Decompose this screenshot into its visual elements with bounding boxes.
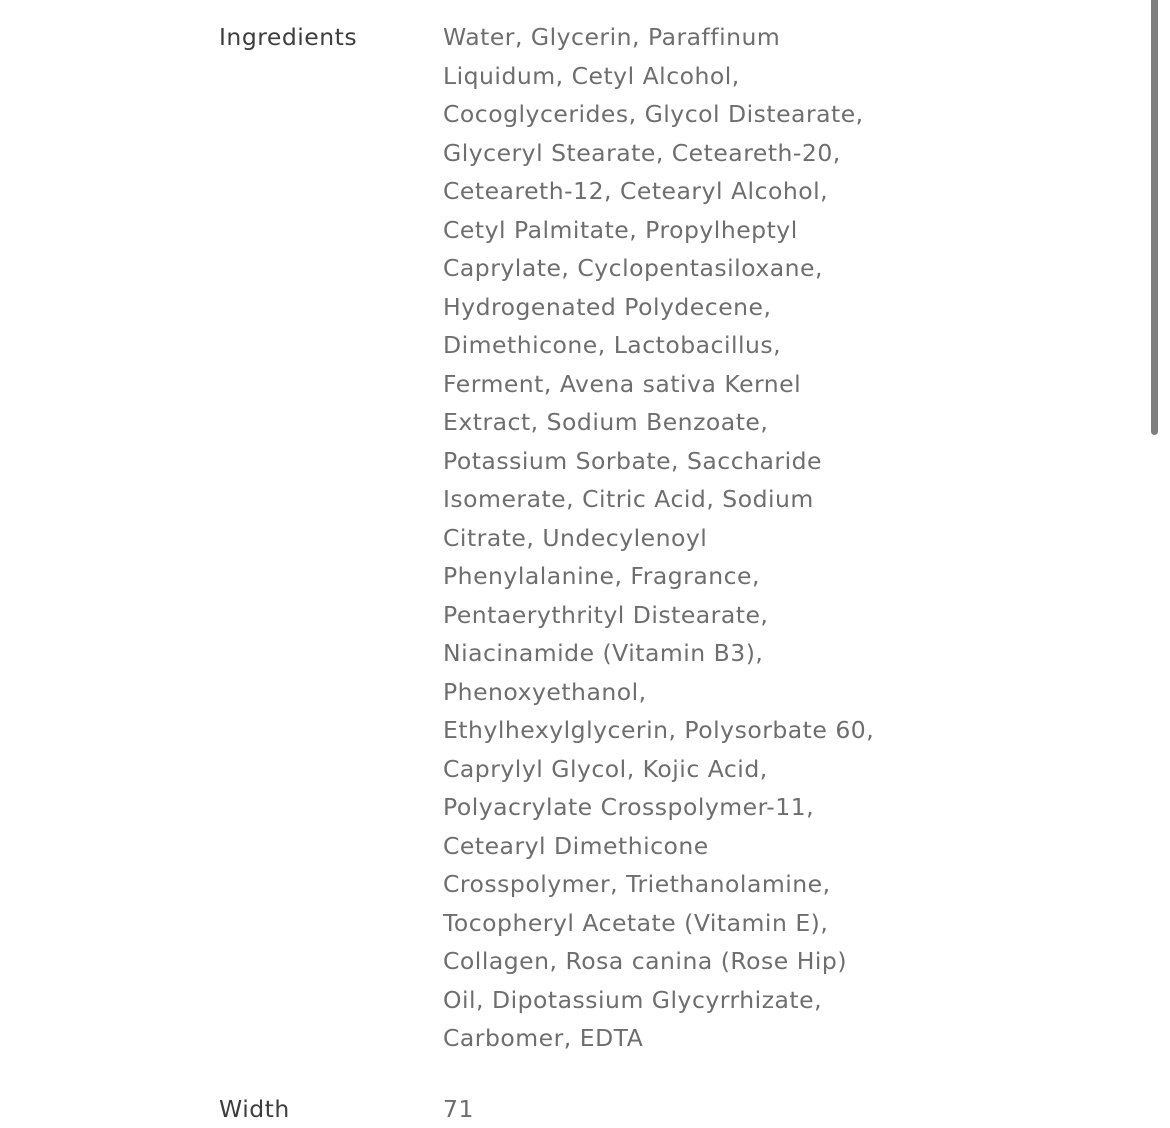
- value-text-line: Tocopheryl Acetate (Vitamin E),: [443, 904, 903, 943]
- value-text-line: Potassium Sorbate, Saccharide: [443, 442, 903, 481]
- value-text-line: Extract, Sodium Benzoate,: [443, 403, 903, 442]
- value-text-line: Carbomer, EDTA: [443, 1019, 903, 1058]
- value-text-line: Liquidum, Cetyl Alcohol,: [443, 57, 903, 96]
- value-text-line: Ferment, Avena sativa Kernel: [443, 365, 903, 404]
- width-value: [443, 1090, 903, 1128]
- width-label: Width: [219, 1090, 443, 1128]
- value-text-line: Pentaerythrityl Distearate,: [443, 596, 903, 635]
- value-text-line: Caprylyl Glycol, Kojic Acid,: [443, 750, 903, 789]
- value-text-line: Crosspolymer, Triethanolamine,: [443, 865, 903, 904]
- value-text-line: Niacinamide (Vitamin B3),: [443, 634, 903, 673]
- value-text-line: Ethylhexylglycerin, Polysorbate 60,: [443, 711, 903, 750]
- ingredients-value: [443, 18, 903, 1058]
- value-text-line: Dimethicone, Lactobacillus,: [443, 326, 903, 365]
- value-text-line: Polyacrylate Crosspolymer-11,: [443, 788, 903, 827]
- value-text-line: Cocoglycerides, Glycol Distearate,: [443, 95, 903, 134]
- value-text-line: Water, Glycerin, Paraffinum: [443, 18, 903, 57]
- scrollbar-thumb[interactable]: [1151, 0, 1158, 435]
- value-text-line: Cetearyl Dimethicone: [443, 827, 903, 866]
- spec-row-width: [219, 1090, 1139, 1128]
- value-text-line: Phenoxyethanol,: [443, 673, 903, 712]
- value-text-line: Cetyl Palmitate, Propylheptyl: [443, 211, 903, 250]
- value-text-line: Ceteareth-12, Cetearyl Alcohol,: [443, 172, 903, 211]
- ingredients-label: Ingredients: [219, 18, 443, 57]
- value-text-line: Glyceryl Stearate, Ceteareth-20,: [443, 134, 903, 173]
- product-details-panel: [219, 18, 1139, 1128]
- value-text-line: Collagen, Rosa canina (Rose Hip): [443, 942, 903, 981]
- value-text-line: Phenylalanine, Fragrance,: [443, 557, 903, 596]
- value-text-line: Citrate, Undecylenoyl: [443, 519, 903, 558]
- value-text-line: Oil, Dipotassium Glycyrrhizate,: [443, 981, 903, 1020]
- spec-row-ingredients: [219, 18, 1139, 1058]
- value-text-line: Isomerate, Citric Acid, Sodium: [443, 480, 903, 519]
- value-text-line: Hydrogenated Polydecene,: [443, 288, 903, 327]
- value-text-line: Caprylate, Cyclopentasiloxane,: [443, 249, 903, 288]
- value-text-line: 71: [443, 1090, 903, 1128]
